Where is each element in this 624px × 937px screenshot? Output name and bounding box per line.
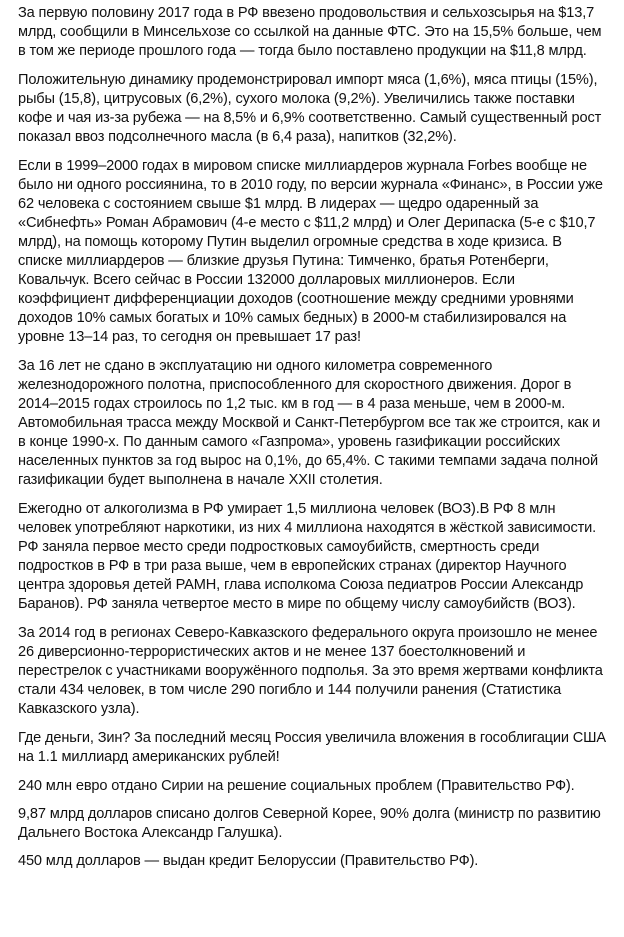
paragraph-health: Ежегодно от алкоголизма в РФ умирает 1,5 миллиона человек (ВОЗ).В РФ 8 млн человек употребляют наркотики, из них 4 миллиона находятся в жёсткой зависимости. РФ заняла первое место среди подростковых самоубийств, смертность среди подростков в РФ в три раза выше, чем в европейских странах (директор Научного центра здоровья детей РАМН, глава исполкома Союза педиатров России Александр Баранов). РФ заняла четвертое место в мире по общему числу самоубийств (ВОЗ).: [18, 501, 597, 612]
paragraph-billionaires: Если в 1999–2000 годах в мировом списке миллиардеров журнала Forbes вообще не было ни одного россиянина, то в 2010 году, по версии журнала «Финанс», в России уже 62 человека с состоянием свыше $1 млрд. В лидерах — щедро одаренный за «Сибнефть» Роман Абрамович (4-е место с $11,2 млрд) и Олег Дерипаска (5-е с $10,7 млрд), на помощь которому Путин выделил огромные средства в ходе кризиса. В списке миллиардеров — близкие друзья Путина: Тимченко, братья Ротенберги, Ковальчук. Всего сейчас в России 132000 долларовых миллионеров. Если коэффициент дифференциации доходов (соотношение между средними уровнями доходов 10% самых богатых и 10% самых бедных) в 2000-м стабилизировался на уровне 13–14 раз, то сегодня он превышает 17 раз!: [18, 158, 603, 345]
paragraph-infrastructure: За 16 лет не сдано в эксплуатацию ни одного километра современного железнодорожного полотна, приспособленного для скоростного движения. Дорог в 2014–2015 годах строилось по 1,2 тыс. км в год — в 4 раза меньше, чем в 2000-м. Автомобильная трасса между Москвой и Санкт-Петербургом все так же строится, как и в конце 1990-х. По данным самого «Газпрома», уровень газификации российских населенных пунктов за год вырос на 0,1%, до 65,4%. С такими темпами задача полной газификации будет выполнена в начале XXII столетия.: [18, 358, 601, 488]
paragraph-syria: 240 млн евро отдано Сирии на решение социальных проблем (Правительство РФ).: [18, 778, 575, 794]
paragraph-north-caucasus: За 2014 год в регионах Северо-Кавказского федерального округа произошло не менее 26 диверсионно-террористических актов и не менее 137 боестолкновений и перестрелок с участниками вооружённого подполья. За это время жертвами конфликта стали 434 человек, в том числе 290 погибло и 144 получили ранения (Статистика Кавказского узла).: [18, 625, 603, 717]
paragraph-us-bonds: Где деньги, Зин? За последний месяц Россия увеличила вложения в гособлигации США на 1.1 миллиард американских рублей!: [18, 730, 606, 765]
paragraph-import-dynamics: Положительную динамику продемонстрировал импорт мяса (1,6%), мяса птицы (15%), рыбы (15,8), цитрусовых (6,2%), сухого молока (9,2%). Увеличились также поставки кофе и чая из-за рубежа — на 8,5% и 6,9% соответственно. Самый существенный рост показал ввоз подсолнечного масла (в 6,4 раза), напитков (32,2%).: [18, 72, 602, 145]
paragraph-food-imports: За первую половину 2017 года в РФ ввезено продовольствия и сельхозсырья на $13,7 млрд, сообщили в Минсельхозе со ссылкой на данные ФТС. Это на 15,5% больше, чем в том же периоде прошлого года — тогда было поставлено продукции на $11,8 млрд.: [18, 5, 602, 59]
paragraph-north-korea: 9,87 млрд долларов списано долгов Северной Корее, 90% долга (министр по развитию Дальнего Востока Александр Галушка).: [18, 806, 601, 841]
paragraph-belarus: 450 млд долларов — выдан кредит Белоруссии (Правительство РФ).: [18, 853, 479, 869]
